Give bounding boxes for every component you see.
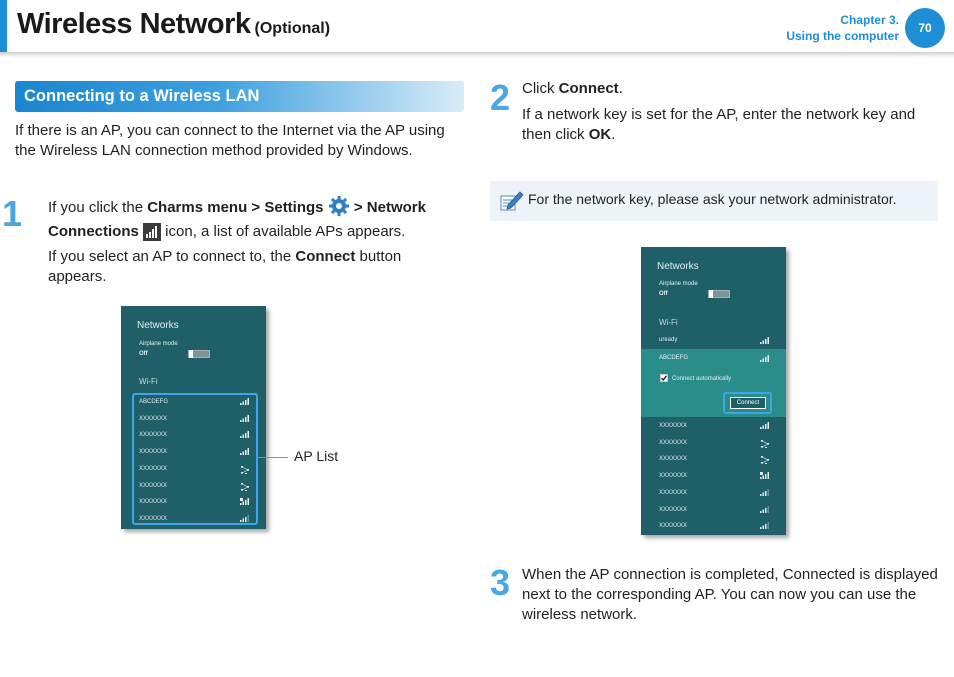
step-2-bold-connect: Connect xyxy=(558,80,619,97)
wifi-label-2: Wi-Fi xyxy=(659,318,678,327)
network-item[interactable]: XXXXXXX xyxy=(139,449,168,456)
networks-title-2: Networks xyxy=(657,261,699,272)
step-2-text-d: . xyxy=(611,126,616,143)
selected-network-name: ABCDEFG xyxy=(659,355,689,361)
step-1-bold-network: > Network xyxy=(349,199,426,216)
network-item[interactable]: XXXXXXX xyxy=(659,439,688,446)
chapter-label xyxy=(786,12,899,44)
checkmark-icon xyxy=(661,375,667,381)
network-item[interactable]: XXXXXXX xyxy=(659,523,688,530)
network-item[interactable]: XXXXXXX xyxy=(139,432,168,439)
adhoc-network-icon xyxy=(760,455,769,464)
header-accent-bar xyxy=(0,0,7,52)
airplane-mode-value-2: Off xyxy=(659,291,668,297)
wifi-signal-icon xyxy=(760,337,769,344)
secured-wifi-icon xyxy=(760,472,769,479)
step-1-text-c: If you select an AP to connect to, the xyxy=(48,248,296,265)
wifi-signal-icon xyxy=(760,522,769,529)
page-title xyxy=(17,8,330,41)
network-item-uready[interactable]: uready xyxy=(659,337,678,343)
wifi-signal-icon xyxy=(760,506,769,513)
page-title-text: Wireless Network xyxy=(17,8,251,40)
networks-title: Networks xyxy=(137,320,179,331)
section-heading-bar xyxy=(15,81,464,112)
chapter-number: Chapter 3. xyxy=(840,13,899,27)
step-1-bold-connect: Connect xyxy=(295,248,356,265)
network-item[interactable]: XXXXXXX xyxy=(139,465,168,472)
step-1-text-d: button appears. xyxy=(48,248,402,285)
network-item[interactable]: XXXXXXX xyxy=(659,489,688,496)
network-item[interactable]: XXXXXXX xyxy=(139,499,168,506)
step-2-bold-ok: OK xyxy=(588,126,612,143)
adhoc-network-icon xyxy=(760,439,769,448)
step-2-text-b: . xyxy=(618,80,623,97)
network-item[interactable]: XXXXXXX xyxy=(659,473,688,480)
airplane-mode-label: Airplane mode xyxy=(139,341,178,347)
airplane-mode-value: Off xyxy=(139,351,148,357)
network-item[interactable]: XXXXXXX xyxy=(139,415,168,422)
step-2-number: 2 xyxy=(490,77,511,118)
step-1-bold-charms: Charms menu > Settings xyxy=(147,199,324,216)
step-1-number: 1 xyxy=(2,193,23,234)
step-1-bold-connections: Connections xyxy=(48,223,139,240)
networks-panel-screenshot xyxy=(121,306,266,529)
chapter-name: Using the computer xyxy=(786,29,899,43)
page-title-optional: (Optional) xyxy=(254,20,331,37)
connect-automatically-checkbox[interactable] xyxy=(660,374,668,382)
step-1-text-b: icon, a list of available APs appears. xyxy=(161,223,406,240)
connect-automatically-label: Connect automatically xyxy=(672,376,732,382)
step-2-text-key xyxy=(522,105,942,145)
network-item[interactable]: XXXXXXX xyxy=(139,515,168,522)
network-item[interactable]: XXXXXXX xyxy=(659,423,688,429)
wifi-signal-icon xyxy=(760,489,769,496)
step-2-text-a: Click xyxy=(522,80,559,97)
airplane-mode-label-2: Airplane mode xyxy=(659,281,698,287)
step-2-text-click xyxy=(522,79,942,99)
network-connections-icon xyxy=(143,223,161,241)
network-item[interactable]: ABCDEFG xyxy=(139,399,169,405)
ap-list-highlight xyxy=(132,393,258,525)
step-3-text: When the AP connection is completed, Connected is displayed next to the corresponding AP. You can now you can use the wireless network. xyxy=(522,566,938,623)
intro-paragraph: If there is an AP, you can connect to the Internet via the AP using the Wireless LAN connection method provided by Windows. xyxy=(15,122,445,159)
airplane-mode-toggle-2[interactable] xyxy=(708,290,730,298)
network-item[interactable]: XXXXXXX xyxy=(659,456,688,463)
section-heading: Connecting to a Wireless LAN xyxy=(24,87,260,105)
network-item[interactable]: XXXXXXX xyxy=(659,506,688,513)
step-1-text-a: If you click the xyxy=(48,199,148,216)
step-1-text-select xyxy=(48,247,428,287)
wifi-label: Wi-Fi xyxy=(139,377,158,386)
wifi-signal-icon xyxy=(760,422,769,429)
networks-connect-screenshot xyxy=(641,247,786,535)
wifi-signal-icon xyxy=(760,355,769,362)
note-text: For the network key, please ask your network administrator. xyxy=(528,191,897,207)
airplane-mode-toggle[interactable] xyxy=(188,350,210,358)
ap-list-callout: AP List xyxy=(294,448,339,464)
settings-gear-icon xyxy=(328,195,350,217)
header-divider xyxy=(0,52,954,58)
network-item[interactable]: XXXXXXX xyxy=(139,482,168,489)
step-2-text-c: If a network key is set for the AP, enter the network key and then click xyxy=(522,106,916,143)
note-pencil-icon xyxy=(498,188,524,214)
step-3-number: 3 xyxy=(490,562,511,603)
selected-network-panel[interactable] xyxy=(641,349,786,417)
connect-button[interactable]: Connect xyxy=(730,397,766,409)
note-box xyxy=(490,181,938,221)
ap-list-callout-line xyxy=(257,457,288,458)
page-number-badge: 70 xyxy=(905,8,945,48)
step-1-text xyxy=(48,195,448,244)
